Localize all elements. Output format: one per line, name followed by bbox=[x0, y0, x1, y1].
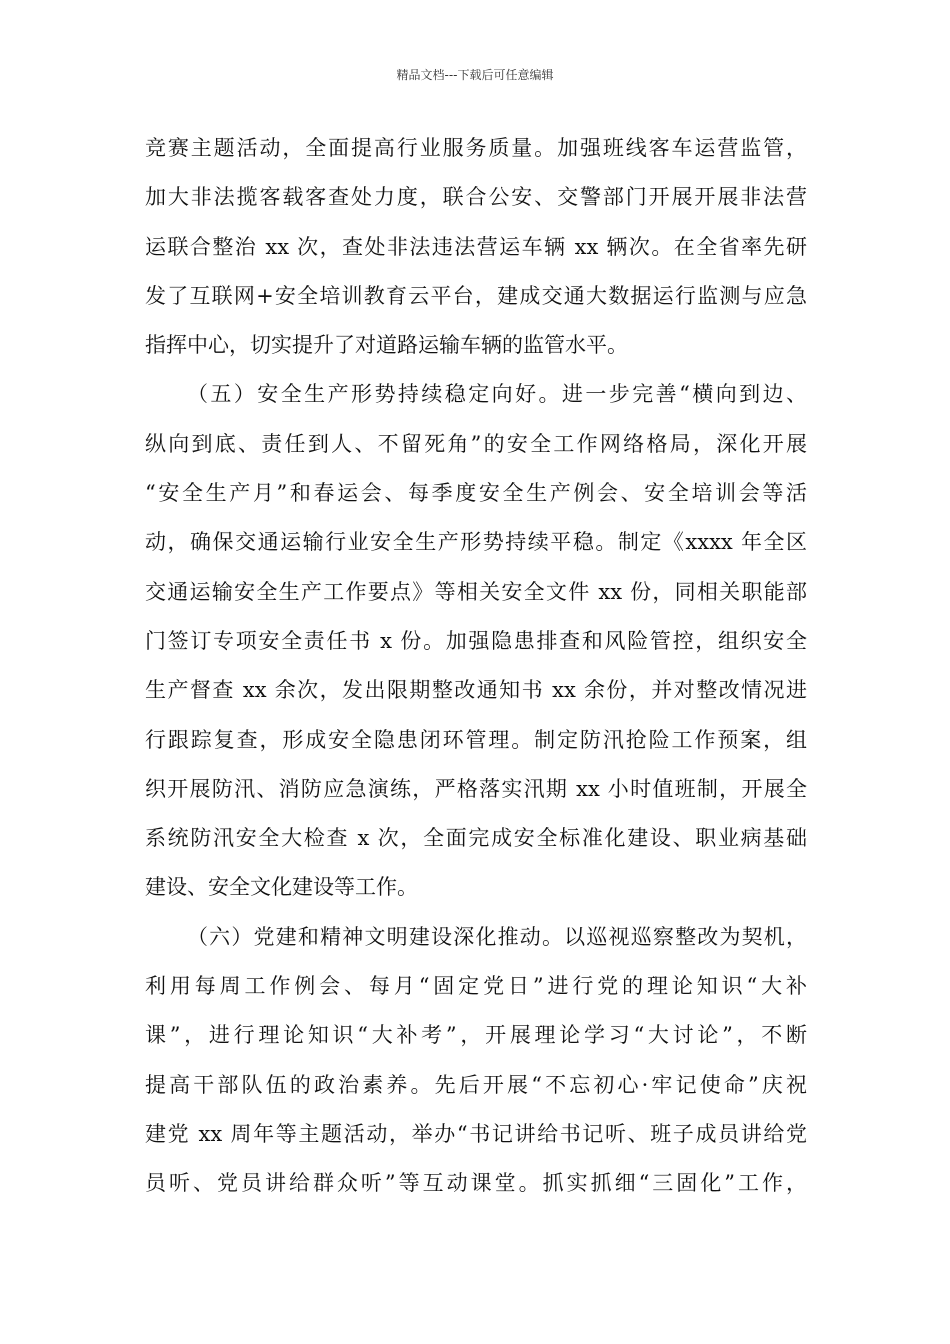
text-line: （五）安全生产形势持续稳定向好。进一步完善“横向到边、 bbox=[187, 382, 807, 407]
text-line: 织开展防汛、消防应急演练，严格落实汛期 xx 小时值班制，开展全 bbox=[145, 776, 807, 801]
text-line: 指挥中心，切实提升了对道路运输车辆的监管水平。 bbox=[145, 333, 628, 358]
text-line: 门签订专项安全责任书 x 份。加强隐患排查和风险管控，组织安全 bbox=[145, 628, 807, 653]
page-header: 精品文档---下载后可任意编辑 bbox=[396, 68, 554, 82]
text-line: 行跟踪复查，形成安全隐患闭环管理。制定防汛抢险工作预案，组 bbox=[145, 727, 807, 752]
text-line: （六）党建和精神文明建设深化推动。以巡视巡察整改为契机， bbox=[187, 924, 807, 949]
text-line: 纵向到底、责任到人、不留死角”的安全工作网络格局，深化开展 bbox=[145, 431, 807, 456]
text-line: 提高干部队伍的政治素养。先后开展“不忘初心·牢记使命”庆祝 bbox=[145, 1072, 807, 1097]
text-line: 建党 xx 周年等主题活动，举办“书记讲给书记听、班子成员讲给党 bbox=[145, 1121, 807, 1146]
text-line: 课”，进行理论知识“大补考”，开展理论学习“大讨论”，不断 bbox=[145, 1023, 807, 1048]
text-line: 利用每周工作例会、每月“固定党日”进行党的理论知识“大补 bbox=[145, 974, 807, 999]
text-line: 系统防汛安全大检查 x 次，全面完成安全标准化建设、职业病基础 bbox=[145, 826, 807, 851]
text-line: 竞赛主题活动，全面提高行业服务质量。加强班线客车运营监管， bbox=[145, 136, 807, 160]
text-line: 动，确保交通运输行业安全生产形势持续平稳。制定《xxxx 年全区 bbox=[145, 530, 807, 555]
document-body bbox=[145, 124, 807, 1209]
text-line: 加大非法揽客载客查处力度，联合公安、交警部门开展开展非法营 bbox=[145, 185, 807, 210]
text-line: 运联合整治 xx 次，查处非法违法营运车辆 xx 辆次。在全省率先研 bbox=[145, 234, 807, 259]
text-line: 员听、党员讲给群众听”等互动课堂。抓实抓细“三固化”工作， bbox=[145, 1171, 807, 1196]
text-line: 发了互联网+安全培训教育云平台，建成交通大数据运行监测与应急 bbox=[145, 283, 807, 308]
text-line: 生产督查 xx 余次，发出限期整改通知书 xx 余份，并对整改情况进 bbox=[145, 678, 807, 703]
text-line: “安全生产月”和春运会、每季度安全生产例会、安全培训会等活 bbox=[145, 481, 807, 506]
text-line: 建设、安全文化建设等工作。 bbox=[145, 875, 418, 900]
text-line: 交通运输安全生产工作要点》等相关安全文件 xx 份，同相关职能部 bbox=[145, 579, 807, 604]
